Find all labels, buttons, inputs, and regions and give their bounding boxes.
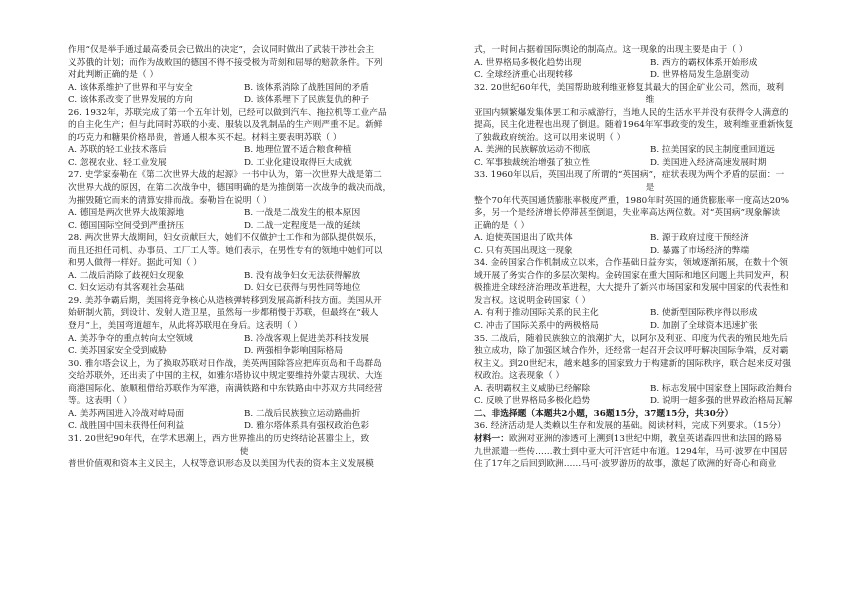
text-line: 住了17年之后回到欧洲……马可·波罗游历的故事，激起了欧洲的好奇心和商业 bbox=[474, 459, 777, 470]
option-c: C. 美苏国家安全受到威胁 bbox=[68, 346, 167, 357]
option-a: A. 美苏争夺的重点转向太空领域 bbox=[68, 333, 193, 344]
text-line: 正确的是（ ） bbox=[474, 220, 530, 231]
text-line: 权主义。到20世纪末，越来越多的国家致力于构建新的国际秩序，联合起来反对强 bbox=[474, 358, 791, 369]
text-line: 极推进全球经济治理改革进程，大大提升了新兴市场国家和发展中国家的代表性和 bbox=[474, 283, 789, 294]
option-c: C. 该体系改变了世界发展的方向 bbox=[68, 95, 193, 106]
text-line: 始研制火箭，到设计、发射人造卫星，虽然每一步都稍慢于苏联，但最终在“载人 bbox=[68, 308, 379, 319]
option-d: D. 工业化建设取得巨大成就 bbox=[244, 157, 352, 168]
text-line: 的自主化生产；但与此同时苏联的小麦、服装以及乳制品的生产则严重不足。新鲜 bbox=[68, 120, 383, 131]
option-d: D. 妇女已获得与男性同等地位 bbox=[244, 283, 361, 294]
option-b: B. 一战是二战发生的根本原因 bbox=[244, 208, 361, 219]
option-b: B. 地理位置不适合粮食种植 bbox=[244, 145, 352, 156]
question-35-line: 35. 二战后，随着民族独立的浪潮扩大，以阿尔及利亚、印度为代表的殖民地先后 bbox=[474, 333, 788, 344]
right-column bbox=[474, 44, 826, 604]
material-text: 欧洲对亚洲的渗透可上溯到13世纪中期，教皇英诺森四世和法国的路易 bbox=[508, 433, 783, 444]
option-c: C. 只有英国出现这一现象 bbox=[474, 245, 573, 256]
question-29-line: 29. 美苏争霸后期，美国将竞争核心从造核弹转移到发展高新科技方面。美国从开 bbox=[68, 295, 382, 306]
question-30-line: 30. 雅尔塔会议上，为了换取苏联对日作战，美英两国除答应把库页岛和千岛群岛 bbox=[68, 358, 382, 369]
options-grid bbox=[68, 408, 420, 433]
option-c: C. 妇女运动有其客观社会基础 bbox=[68, 283, 185, 294]
question-31-line: 31. 20世纪90年代，在学术思潮上，西方世界推出的历史终结论甚嚣尘上，致 bbox=[68, 433, 370, 444]
option-c: C. 冲击了国际关系中的两极格局 bbox=[474, 321, 599, 332]
option-c: C. 德国国际空间受到严重挤压 bbox=[68, 220, 185, 231]
option-d: D. 两强相争影响国际格局 bbox=[244, 346, 344, 357]
options-grid bbox=[474, 57, 826, 82]
option-b: B. 拉美国家的民主制度重回道远 bbox=[650, 145, 775, 156]
option-a: A. 美苏两国进入冷战对峙局面 bbox=[68, 408, 185, 419]
option-d: D. 该体系埋下了民族复仇的种子 bbox=[244, 95, 370, 106]
text-line: 而且还担任司机、办事员、工厂工人等。她们表示，在男性专有的领地中她们可以 bbox=[68, 245, 383, 256]
options-grid bbox=[68, 270, 420, 295]
question-32-line: 32. 20世纪60年代，美国帮助玻利维亚修复其最大的国企矿业公司，然而，玻利 bbox=[474, 82, 784, 93]
option-d: D. 暴露了市场经济的弊端 bbox=[650, 245, 750, 256]
options-grid bbox=[68, 82, 420, 107]
option-a: A. 德国是两次世界大战策源地 bbox=[68, 208, 185, 219]
option-b: B. 标志发展中国家登上国际政治舞台 bbox=[650, 383, 793, 394]
option-c: C. 忽视农业、轻工业发展 bbox=[68, 157, 167, 168]
option-c: C. 军事独裁统治增强了独立性 bbox=[474, 157, 591, 168]
option-c: C. 全球经济重心出现转移 bbox=[474, 70, 573, 81]
text-line: 和男人做得一样好。据此可知（ ） bbox=[68, 258, 202, 269]
option-d: D. 二战一定程度是一战的延续 bbox=[244, 220, 361, 231]
option-d: D. 雅尔塔体系具有强权政治色彩 bbox=[244, 421, 370, 432]
option-a: A. 苏联的轻工业技术落后 bbox=[68, 145, 167, 156]
options-grid bbox=[474, 232, 826, 257]
text-line: 的巧克力和糖果价格昂贵，普通人根本买不起。材料主要表明苏联（ ） bbox=[68, 132, 342, 143]
material-label: 材料一： bbox=[474, 433, 509, 444]
option-d: D. 说明一超多强的世界政治格局瓦解 bbox=[650, 396, 793, 407]
option-b: B. 二战后民族独立运动路曲折 bbox=[244, 408, 361, 419]
text-line: 普世价值观和资本主义民主，人权等意识形态及以美国为代表的资本主义发展模 bbox=[68, 459, 374, 470]
text-line: 登月”上，美国弯道超车，从此将苏联甩在身后。这表明（ ） bbox=[68, 321, 303, 332]
text-line: 权政治。这表现象（ ） bbox=[474, 371, 565, 382]
option-a: A. 表明霸权主义威胁已经解除 bbox=[474, 383, 591, 394]
text-line: 作用“仅是举手通过最高委员会已做出的决定”，会议同时做出了武装干涉社会主 bbox=[68, 45, 375, 55]
option-d: D. 美国进入经济高速发展时期 bbox=[650, 157, 767, 168]
option-b: B. 西方的霸权体系开始形成 bbox=[650, 57, 758, 68]
text-line: 多，另一个是经济增长停滞甚至倒退，失业率高达两位数。对“英国病”现象解读 bbox=[474, 208, 781, 219]
option-a: A. 世界格局多极化趋势出现 bbox=[474, 57, 582, 68]
options-grid bbox=[474, 383, 826, 408]
option-b: B. 冷战客观上促进美苏科技发展 bbox=[244, 333, 369, 344]
text-line: 次世界大战的原因，在第二次战争中，德国明确的是为推倒第一次战争的裁决而战， bbox=[68, 183, 392, 194]
text-line: 义苏俄的计划；而作为战败国的德国不得不接受极为苛刻和屈辱的赔款条件。下列 bbox=[68, 57, 383, 68]
text-line: 等。这表明（ ） bbox=[68, 396, 132, 407]
left-column bbox=[68, 44, 420, 604]
option-d: D. 世界格局发生急剧变动 bbox=[650, 70, 750, 81]
option-c: C. 反映了世界格局多极化趋势 bbox=[474, 396, 591, 407]
question-36-line: 36. 经济活动是人类赖以生存和发展的基础。阅读材料，完成下列要求。（15分） bbox=[474, 421, 786, 432]
option-b: B. 没有战争妇女无法获得解放 bbox=[244, 270, 361, 281]
options-grid bbox=[68, 333, 420, 358]
text-line: 发言权。这说明金砖国家（ ） bbox=[474, 295, 591, 306]
question-26-line: 26. 1932年，苏联完成了第一个五年计划，已经可以做到汽车、拖拉机等工业产品 bbox=[68, 107, 387, 118]
text-line: 独立成功，除了加强区域合作外，还经常一起召开会议呼吁解决国际争端，反对霸 bbox=[474, 346, 789, 357]
text-line: 商港国际化、旅顺租借给苏联作为军港，南满铁路和中东铁路由中苏双方共同经营 bbox=[68, 383, 383, 394]
question-33-line: 33. 1960年以后，英国出现了所谓的“英国病”，症状表现为两个矛盾的层面：一 bbox=[474, 170, 785, 181]
option-c: C. 战胜国中国未获得任何利益 bbox=[68, 421, 185, 432]
text-line: 对此判断正确的是（ ） bbox=[68, 70, 159, 81]
text-line: 式，一时间占据着国际舆论的制高点。这一现象的出现主要是由于（ ） bbox=[474, 45, 748, 55]
text-line: 交给苏联外，还出卖了中国的主权，如雅尔塔协议中规定要维持外蒙古现状、大连 bbox=[68, 371, 383, 382]
options-grid bbox=[68, 207, 420, 232]
option-b: B. 源于政府过度干预经济 bbox=[650, 233, 749, 244]
option-a: A. 有利于推动国际关系的民主化 bbox=[474, 308, 599, 319]
text-line: 域开展了务实合作的多层次架构。金砖国家在重大国际和地区问题上共同发声，积 bbox=[474, 270, 789, 281]
option-a: A. 二战后消除了歧视妇女现象 bbox=[68, 270, 185, 281]
text-line: 九世派遣一些传……教士到中亚大可汗宫廷中布道。1294年，马可·波罗在中国居 bbox=[474, 446, 788, 457]
text-line: 是 bbox=[645, 183, 655, 194]
options-grid bbox=[68, 144, 420, 169]
text-line: 亚国内频繁爆发集体罢工和示威游行，当地人民的生活水平并没有获得令人满意的 bbox=[474, 107, 789, 118]
text-line: 维 bbox=[645, 95, 655, 106]
question-27-line: 27. 史学家泰勒在《第二次世界大战的起源》一书中认为，第一次世界大战是第二 bbox=[68, 170, 382, 181]
option-a: A. 该体系维护了世界和平与安全 bbox=[68, 82, 193, 93]
text-line: 为摧毁随它而来的清算安排而战。泰勒旨在说明（ ） bbox=[68, 195, 272, 206]
section-heading: 二、非选择题（本题共2小题，36题15分，37题15分，共30分） bbox=[474, 408, 734, 419]
options-grid bbox=[474, 307, 826, 332]
question-34-line: 34. 金砖国家合作机制成立以来，合作基础日益夯实，领域逐渐拓展，在数十个领 bbox=[474, 258, 788, 269]
option-b: B. 该体系消除了战胜国间的矛盾 bbox=[244, 82, 369, 93]
text-line: 整个70年代英国通货膨胀率极度严重，1980年时英国的通货膨胀率一度高达20% bbox=[474, 195, 790, 206]
option-b: B. 使新型国际秩序得以形成 bbox=[650, 308, 758, 319]
text-line: 提高，民主化进程也出现了倒退。随着1964年军事政变的发生，玻利维亚重新恢复 bbox=[474, 120, 794, 131]
options-grid bbox=[474, 144, 826, 169]
option-d: D. 加剧了全球资本迅速扩张 bbox=[650, 321, 758, 332]
text-line: 了独裁政府统治。这可以用来说明（ ） bbox=[474, 132, 626, 143]
option-a: A. 美洲的民族解放运动不彻底 bbox=[474, 145, 591, 156]
material-line bbox=[474, 433, 826, 446]
text-line: 使 bbox=[239, 446, 249, 457]
question-28-line: 28. 两次世界大战期间，妇女贡献巨大，她们不仅做护士工作和为部队提供娱乐， bbox=[68, 233, 382, 244]
option-a: A. 迫使英国退出了欧共体 bbox=[474, 233, 573, 244]
